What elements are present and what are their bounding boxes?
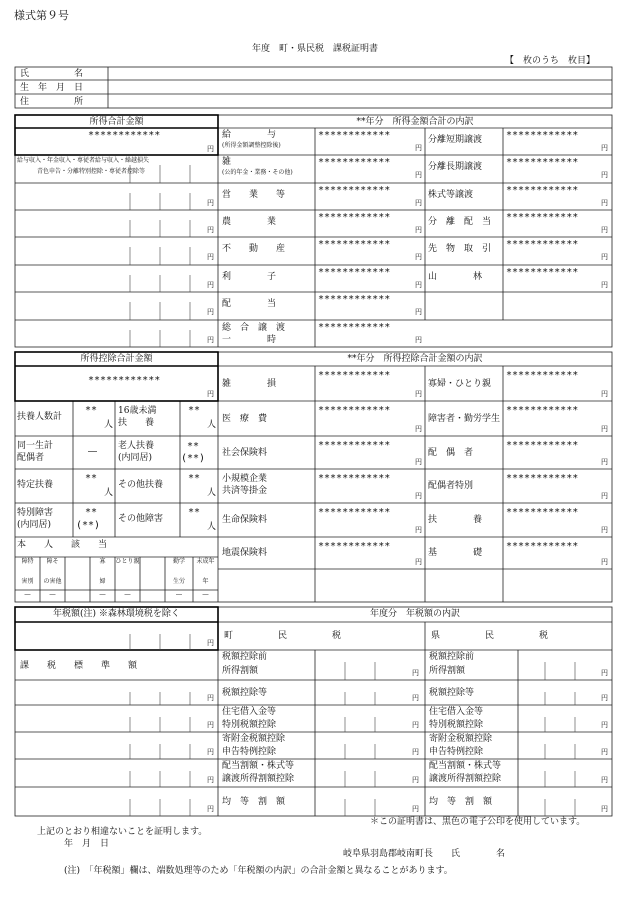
income-total-header: 所得合計金額 bbox=[89, 117, 144, 127]
deduction-right-value: ************ bbox=[506, 473, 579, 484]
deduction-breakdown-header: **年分 所得控除合計金額の内訳 bbox=[347, 354, 483, 364]
dependent-count: ** bbox=[188, 405, 201, 416]
yen-unit: 円 bbox=[207, 721, 214, 729]
yen-unit: 円 bbox=[415, 308, 422, 316]
tax-item-label: 譲渡所得割額控除 bbox=[429, 774, 502, 784]
deduction-total-header: 所得控除合計金額 bbox=[80, 354, 153, 364]
tax-item-label: 配当割額・株式等 bbox=[429, 761, 502, 771]
yen-unit: 円 bbox=[601, 171, 608, 179]
deduction-right-value: ************ bbox=[506, 507, 579, 518]
applicable-item: ひとり親 bbox=[115, 558, 140, 565]
tax-item-label: 寄附金税額控除 bbox=[429, 734, 493, 744]
income-right-value: ************ bbox=[506, 157, 579, 168]
yen-unit: 円 bbox=[415, 199, 422, 207]
yen-unit: 円 bbox=[207, 694, 214, 702]
income-item-label: 給 与 bbox=[222, 130, 277, 140]
tax-item-label: 住宅借入金等 bbox=[429, 707, 484, 717]
tax-standard-label: 課 税 標 準 額 bbox=[20, 661, 138, 671]
yen-unit: 円 bbox=[207, 253, 214, 261]
yen-unit: 円 bbox=[601, 281, 608, 289]
tax-item-label: 申告特例控除 bbox=[429, 746, 484, 757]
tax-item-label: 所得割額 bbox=[222, 666, 259, 676]
dependent-label: 16歳未満 bbox=[118, 406, 157, 416]
income-item-label: 農 業 bbox=[222, 217, 277, 227]
document-title: 年度 町・県民税 課税証明書 bbox=[251, 44, 378, 54]
yen-unit: 円 bbox=[415, 526, 422, 534]
applicable-item: 未成年 bbox=[196, 558, 215, 565]
dependent-count: ** bbox=[188, 473, 201, 484]
applicable-value: ― bbox=[124, 591, 131, 598]
yen-unit: 円 bbox=[601, 144, 608, 152]
yen-unit: 円 bbox=[415, 281, 422, 289]
dependent-count: ― bbox=[88, 447, 97, 457]
income-item-value: ************ bbox=[318, 185, 391, 196]
deduction-right-label: 扶 養 bbox=[428, 515, 483, 525]
dependent-count: (**) bbox=[181, 453, 206, 464]
dependent-count: ** bbox=[85, 405, 98, 416]
name-label: 氏 名 bbox=[20, 69, 84, 79]
deduction-item-value: ************ bbox=[318, 405, 391, 416]
yen-unit: 円 bbox=[601, 199, 608, 207]
person-unit: 人 bbox=[207, 420, 217, 430]
applicable-item: 年 bbox=[202, 578, 209, 585]
income-right-value: ************ bbox=[506, 130, 579, 141]
birthdate-label: 生 年 月 日 bbox=[20, 83, 84, 93]
income-item-value: ************ bbox=[318, 294, 391, 305]
applicable-item: 害別 bbox=[21, 578, 34, 585]
deduction-right-label: 寡婦・ひとり親 bbox=[428, 378, 492, 389]
applicable-item: 生労 bbox=[172, 578, 185, 585]
income-right-label: 株式等譲渡 bbox=[428, 190, 474, 200]
dependent-label: 扶 養 bbox=[118, 418, 155, 428]
dependent-label: (内同居) bbox=[118, 453, 153, 463]
deduction-right-label: 配 偶 者 bbox=[428, 447, 474, 458]
tax-item-label: 寄附金税額控除 bbox=[222, 734, 286, 744]
income-item-value: ************ bbox=[318, 322, 391, 333]
yen-unit: 円 bbox=[207, 639, 214, 647]
deduction-item-value: ************ bbox=[318, 440, 391, 451]
income-item-label: 利 子 bbox=[222, 272, 277, 282]
deduction-item-label: 医 療 費 bbox=[222, 413, 268, 424]
applicable-value: ― bbox=[49, 591, 56, 598]
income-item-value: ************ bbox=[318, 157, 391, 168]
income-item-value: ************ bbox=[318, 130, 391, 141]
income-right-label: 山 林 bbox=[428, 272, 483, 282]
tax-item-label: 税額控除等 bbox=[222, 687, 268, 698]
applicable-item: 寡 bbox=[99, 558, 106, 565]
deduction-item-label: 地震保険料 bbox=[222, 548, 268, 558]
tax-item-label: 譲渡所得割額控除 bbox=[222, 774, 295, 784]
yen-unit: 円 bbox=[415, 336, 422, 344]
address-label: 住 所 bbox=[20, 97, 84, 107]
person-unit: 人 bbox=[104, 488, 114, 498]
form-number: 様式第９号 bbox=[14, 9, 69, 22]
tax-breakdown-header: 年度分 年税額の内訳 bbox=[369, 609, 460, 619]
income-item-label: 一 時 bbox=[222, 335, 277, 345]
income-right-value: ************ bbox=[506, 185, 579, 196]
dependent-label: 特別障害 bbox=[17, 508, 54, 518]
applicable-value: ― bbox=[202, 591, 209, 598]
applicable-header: 本 人 該 当 bbox=[17, 540, 108, 550]
pref-tax-header: 県 民 税 bbox=[431, 631, 549, 641]
yen-unit: 円 bbox=[412, 721, 419, 729]
dependent-count: (**) bbox=[76, 520, 101, 531]
tax-item-label: 所得割額 bbox=[429, 666, 466, 676]
income-breakdown-header: **年分 所得金額合計の内訳 bbox=[356, 117, 474, 127]
tax-item-label: 特別税額控除 bbox=[429, 719, 484, 730]
yen-unit: 円 bbox=[207, 776, 214, 784]
income-right-label: 分 離 配 当 bbox=[428, 217, 492, 227]
dependent-count: ** bbox=[85, 507, 98, 518]
yen-unit: 円 bbox=[207, 281, 214, 289]
income-right-value: ************ bbox=[506, 212, 579, 223]
deduction-item-label: 共済等掛金 bbox=[222, 486, 268, 496]
deduction-right-label: 障害者・勤労学生 bbox=[428, 413, 501, 424]
yen-unit: 円 bbox=[601, 748, 608, 756]
dependent-count: ** bbox=[188, 507, 201, 518]
income-item-label: 配 当 bbox=[222, 299, 277, 309]
income-item-value: ************ bbox=[318, 212, 391, 223]
yen-unit: 円 bbox=[415, 458, 422, 466]
deduction-item-label: 小規模企業 bbox=[222, 474, 268, 484]
applicable-value: ― bbox=[24, 591, 31, 598]
yen-unit: 円 bbox=[601, 669, 608, 677]
tax-item-label: 特別税額控除 bbox=[222, 719, 277, 730]
applicable-item: の害他 bbox=[43, 578, 62, 585]
income-total-value: ************ bbox=[88, 130, 161, 141]
yen-unit: 円 bbox=[415, 492, 422, 500]
dependent-label: 扶養人数計 bbox=[17, 412, 63, 422]
deduction-total-value: ************ bbox=[88, 375, 161, 386]
certify-text: 上記のとおり相違ないことを証明します。 bbox=[37, 827, 208, 837]
page-count: 【 枚のうち 枚目】 bbox=[505, 56, 596, 66]
yen-unit: 円 bbox=[207, 390, 214, 398]
income-item-sublabel: (所得金額調整控除後) bbox=[222, 142, 281, 149]
yen-unit: 円 bbox=[412, 748, 419, 756]
applicable-value: ― bbox=[176, 591, 182, 598]
income-right-value: ************ bbox=[506, 239, 579, 250]
yen-unit: 円 bbox=[412, 694, 419, 702]
yen-unit: 円 bbox=[207, 145, 214, 153]
income-right-value: ************ bbox=[506, 267, 579, 278]
deduction-item-value: ************ bbox=[318, 370, 391, 381]
yen-unit: 円 bbox=[415, 144, 422, 152]
yen-unit: 円 bbox=[415, 171, 422, 179]
yen-unit: 円 bbox=[601, 776, 608, 784]
deduction-right-value: ************ bbox=[506, 440, 579, 451]
footnote: (注) 「年税額」欄は、端数処理等のため「年税額の内訳」の合計金額と異なることがあります。 bbox=[64, 866, 453, 876]
dependent-label: その他障害 bbox=[118, 514, 164, 524]
deduction-right-value: ************ bbox=[506, 370, 579, 381]
deduction-right-label: 配偶者特別 bbox=[428, 481, 474, 491]
yen-unit: 円 bbox=[412, 805, 419, 813]
town-tax-header: 町 民 税 bbox=[224, 631, 342, 641]
yen-unit: 円 bbox=[412, 669, 419, 677]
income-item-value: ************ bbox=[318, 267, 391, 278]
issuer: 岐阜県羽島郡岐南町長 氏 名 bbox=[343, 849, 506, 859]
income-right-label: 分離短期譲渡 bbox=[428, 135, 483, 145]
yen-unit: 円 bbox=[601, 805, 608, 813]
dependent-count: ** bbox=[187, 441, 200, 452]
yen-unit: 円 bbox=[207, 308, 214, 316]
dependent-label: (内同居) bbox=[17, 520, 52, 530]
yen-unit: 円 bbox=[207, 199, 214, 207]
yen-unit: 円 bbox=[601, 721, 608, 729]
income-right-label: 分離長期譲渡 bbox=[428, 162, 483, 172]
person-unit: 人 bbox=[207, 522, 217, 532]
deduction-right-value: ************ bbox=[506, 541, 579, 552]
income-note-1: 給与収入・年金収入・専従者給与収入・繰越損失 bbox=[17, 157, 150, 164]
income-item-label: 総 合 譲 渡 bbox=[222, 323, 286, 333]
deduction-right-label: 基 礎 bbox=[428, 548, 483, 558]
applicable-item: 勤学 bbox=[172, 558, 185, 565]
yen-unit: 円 bbox=[412, 776, 419, 784]
deduction-item-label: 社会保険料 bbox=[222, 447, 268, 458]
yen-unit: 円 bbox=[601, 492, 608, 500]
yen-unit: 円 bbox=[601, 226, 608, 234]
yen-unit: 円 bbox=[207, 226, 214, 234]
dependent-label: 老人扶養 bbox=[118, 441, 155, 451]
dependent-label: 配偶者 bbox=[17, 453, 45, 463]
certify-date: 年 月 日 bbox=[64, 839, 110, 849]
yen-unit: 円 bbox=[601, 425, 608, 433]
yen-unit: 円 bbox=[207, 748, 214, 756]
dependent-label: 特定扶養 bbox=[17, 480, 54, 490]
dependent-count: ** bbox=[85, 473, 98, 484]
income-item-value: ************ bbox=[318, 239, 391, 250]
applicable-item: 婦 bbox=[99, 578, 106, 585]
deduction-item-value: ************ bbox=[318, 507, 391, 518]
yen-unit: 円 bbox=[415, 226, 422, 234]
person-unit: 人 bbox=[207, 488, 217, 498]
yen-unit: 円 bbox=[415, 558, 422, 566]
income-item-label: 不 動 産 bbox=[222, 244, 286, 254]
deduction-right-value: ************ bbox=[506, 405, 579, 416]
yen-unit: 円 bbox=[415, 253, 422, 261]
applicable-item: 障そ bbox=[46, 558, 59, 565]
deduction-item-value: ************ bbox=[318, 541, 391, 552]
tax-item-label: 均 等 割 額 bbox=[222, 796, 286, 807]
yen-unit: 円 bbox=[601, 390, 608, 398]
deduction-item-value: ************ bbox=[318, 473, 391, 484]
yen-unit: 円 bbox=[415, 390, 422, 398]
tax-item-label: 申告特例控除 bbox=[222, 746, 277, 757]
applicable-item: 障特 bbox=[21, 558, 34, 565]
tax-item-label: 税額控除前 bbox=[429, 652, 475, 662]
yen-unit: 円 bbox=[415, 425, 422, 433]
yen-unit: 円 bbox=[601, 694, 608, 702]
yen-unit: 円 bbox=[207, 805, 214, 813]
deduction-item-label: 生命保険料 bbox=[222, 515, 268, 525]
yen-unit: 円 bbox=[601, 558, 608, 566]
income-item-label: 営 業 等 bbox=[222, 190, 286, 200]
person-unit: 人 bbox=[104, 420, 114, 430]
income-right-label: 先 物 取 引 bbox=[428, 244, 492, 254]
tax-item-label: 配当割額・株式等 bbox=[222, 761, 295, 771]
dependent-label: その他扶養 bbox=[118, 480, 164, 490]
annual-tax-header: 年税額(注) ※森林環境税を除く bbox=[53, 609, 180, 619]
tax-item-label: 税額控除前 bbox=[222, 652, 268, 662]
applicable-value: ― bbox=[99, 591, 106, 598]
seal-note: ＊この証明書は、黒色の電子公印を使用しています。 bbox=[370, 817, 586, 827]
deduction-item-label: 雑 損 bbox=[222, 378, 277, 389]
tax-item-label: 税額控除等 bbox=[429, 687, 475, 698]
tax-item-label: 均 等 割 額 bbox=[429, 796, 493, 807]
yen-unit: 円 bbox=[601, 458, 608, 466]
tax-item-label: 住宅借入金等 bbox=[222, 707, 277, 717]
yen-unit: 円 bbox=[207, 336, 214, 344]
yen-unit: 円 bbox=[601, 253, 608, 261]
dependent-label: 同一生計 bbox=[17, 441, 54, 451]
income-item-label: 雑 bbox=[222, 157, 232, 167]
income-item-sublabel: (公的年金・業務・その他) bbox=[222, 169, 293, 176]
income-note-2: 青色申告・分離特別控除・専従者控除等 bbox=[37, 168, 146, 175]
yen-unit: 円 bbox=[601, 526, 608, 534]
